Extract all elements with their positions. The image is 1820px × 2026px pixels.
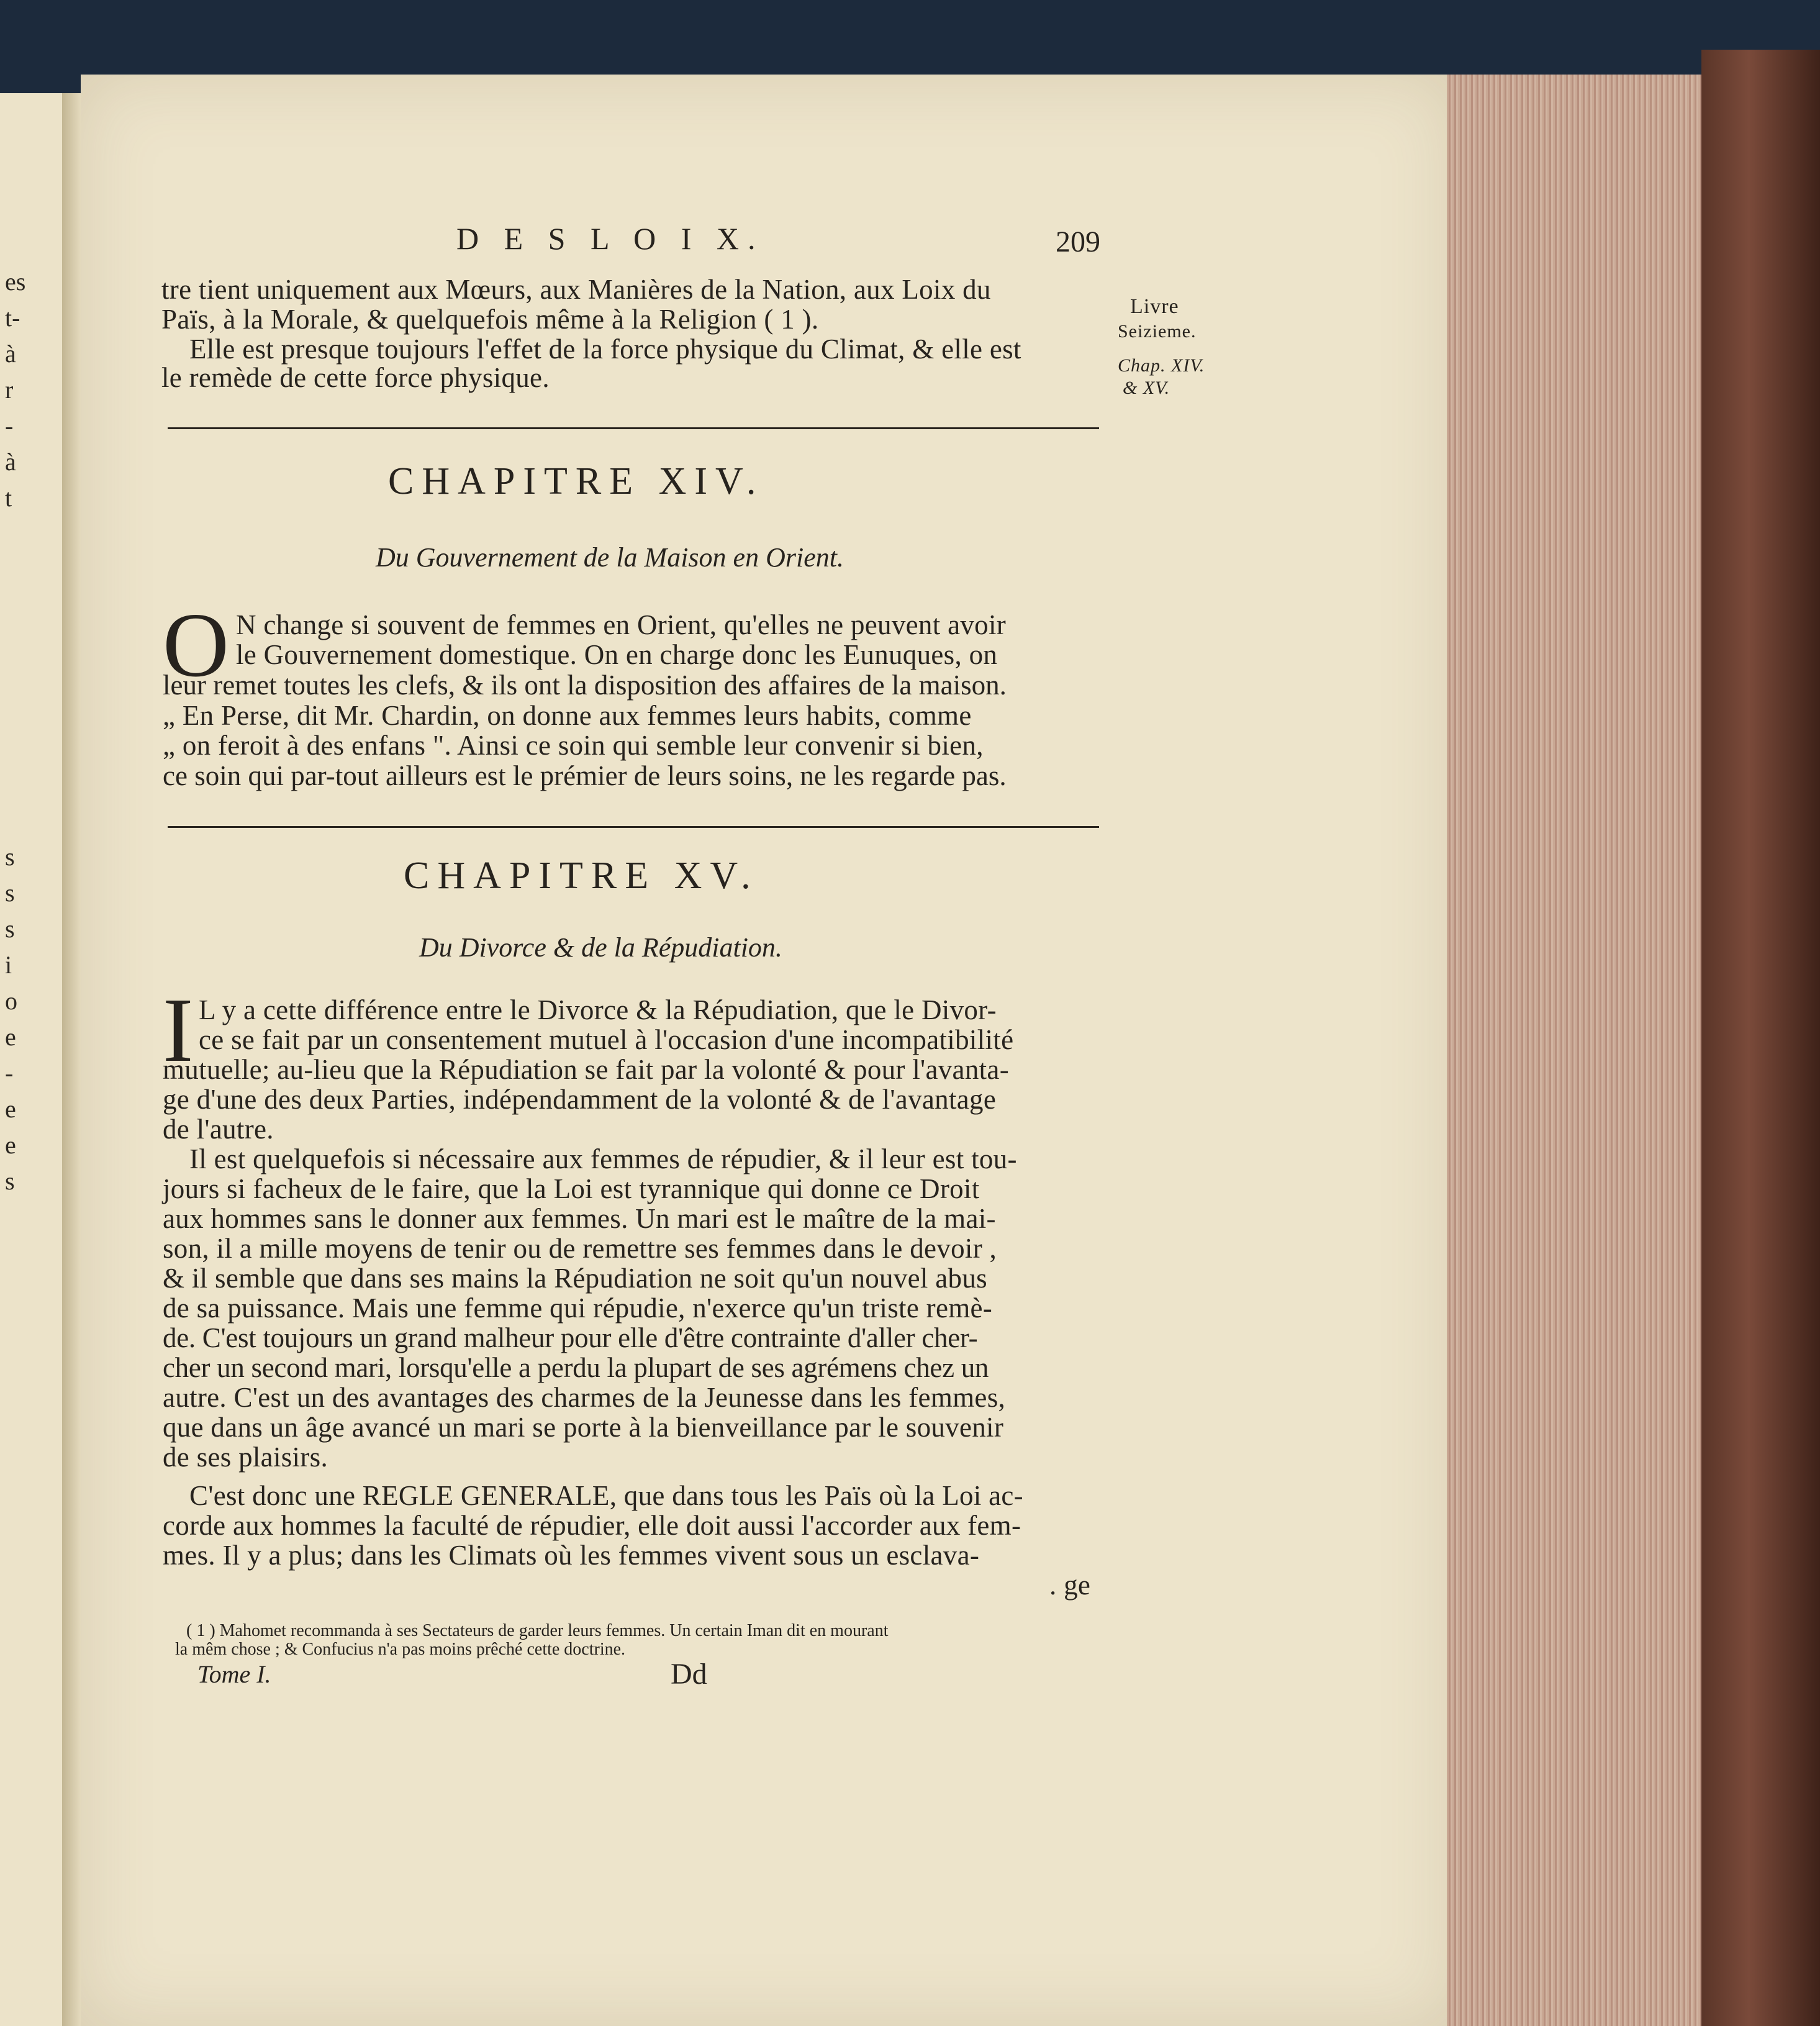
left-page-fragment: s	[5, 843, 15, 871]
chapter-14-drop-cap: O	[163, 594, 229, 696]
left-page-fragment: t-	[5, 304, 20, 332]
chapter-15-line: de. C'est toujours un grand malheur pour elle d'être contrainte d'aller cher-	[163, 1322, 978, 1353]
intro-line: tre tient uniquement aux Mœurs, aux Manières de la Nation, aux Loix du	[161, 274, 991, 305]
left-page-fragment: e	[5, 1023, 16, 1051]
signature-mark: Dd	[671, 1658, 707, 1691]
chapter-15-line: C'est donc une REGLE GENERALE, que dans tous les Païs où la Loi ac-	[189, 1480, 1023, 1511]
tome-label: Tome I.	[197, 1660, 271, 1688]
chapter-14-line: „ En Perse, dit Mr. Chardin, on donne aux femmes leurs habits, comme	[163, 700, 972, 731]
left-page-fragment: i	[5, 951, 12, 979]
left-page-fragment: o	[5, 987, 17, 1015]
chapter-15-subtitle: Du Divorce & de la Répudiation.	[419, 932, 782, 963]
intro-line: le remède de cette force physique.	[161, 362, 550, 393]
chapter-15-title: CHAPITRE XV.	[404, 855, 759, 897]
left-page-letters	[5, 264, 55, 1199]
chapter-15-line: Il est quelquefois si nécessaire aux femmes de répudier, & il leur est tou-	[189, 1143, 1017, 1174]
footnote-line: ( 1 ) Mahomet recommanda à ses Sectateurs de garder leurs femmes. Un certain Iman dit en mourant	[186, 1621, 889, 1640]
left-page-fragment: e	[5, 1095, 16, 1123]
chapter-14-line: N change si souvent de femmes en Orient, qu'elles ne peuvent avoir	[236, 609, 1007, 640]
left-page-fragment: r	[5, 376, 14, 404]
chapter-15-line: de l'autre.	[163, 1114, 274, 1145]
chapter-14-line: le Gouvernement domestique. On en charge donc les Eunuques, on	[236, 639, 998, 670]
left-page-fragment: à	[5, 448, 16, 476]
chapter-15-drop-cap: I	[163, 979, 194, 1081]
chapter-15-line: ce se fait par un consentement mutuel à l'occasion d'une incompatibilité	[199, 1024, 1014, 1055]
margin-chapters-2: & XV.	[1123, 378, 1170, 398]
left-page-fragment: à	[5, 340, 16, 368]
chapter-15-line: corde aux hommes la faculté de répudier, elle doit aussi l'accorder aux fem-	[163, 1510, 1021, 1541]
left-page-fragment: s	[5, 879, 15, 907]
chapter-15-line: ge d'une des deux Parties, indépendamment de la volonté & de l'avantage	[163, 1084, 997, 1115]
margin-book: Livre	[1130, 295, 1179, 318]
chapter-15-line: & il semble que dans ses mains la Répudiation ne soit qu'un nouvel abus	[163, 1263, 987, 1294]
chapter-15-line: jours si facheux de le faire, que la Loi est tyrannique qui donne ce Droit	[163, 1173, 980, 1204]
left-page-fragment: e	[5, 1131, 16, 1159]
rule-middle	[168, 826, 1099, 828]
chapter-15-line: son, il a mille moyens de tenir ou de remettre ses femmes dans le devoir ,	[163, 1233, 997, 1264]
left-page-fragment: -	[5, 1059, 14, 1087]
left-page-fragment: s	[5, 915, 15, 943]
margin-chapters: Chap. XIV.	[1118, 355, 1205, 376]
chapter-15-line: de ses plaisirs.	[163, 1442, 328, 1473]
rule-top	[168, 427, 1099, 429]
page-block-edge	[1447, 75, 1708, 2026]
chapter-15-line: mes. Il y a plus; dans les Climats où les femmes vivent sous un esclava-	[163, 1540, 980, 1571]
left-page-fragment: -	[5, 412, 14, 440]
left-page-fragment: t	[5, 484, 12, 512]
chapter-15-line: cher un second mari, lorsqu'elle a perdu la plupart de ses agrémens chez un	[163, 1352, 989, 1383]
page-number: 209	[1056, 225, 1100, 258]
chapter-15-line: L y a cette différence entre le Divorce & la Répudiation, que le Divor-	[199, 994, 997, 1025]
chapter-14-line: „ on feroit à des enfans ". Ainsi ce soin qui semble leur convenir si bien,	[163, 730, 984, 761]
margin-book-number: Seizieme.	[1118, 321, 1197, 342]
catchword: . ge	[1049, 1569, 1091, 1601]
chapter-14-line: leur remet toutes les clefs, & ils ont la disposition des affaires de la maison.	[163, 670, 1007, 701]
running-title: D E S L O I X.	[456, 221, 764, 256]
chapter-14-line: ce soin qui par-tout ailleurs est le prémier de leurs soins, ne les regarde pas.	[163, 760, 1007, 791]
chapter-14-subtitle: Du Gouvernement de la Maison en Orient.	[376, 542, 844, 573]
intro-line: Païs, à la Morale, & quelquefois même à la Religion ( 1 ).	[161, 304, 819, 335]
chapter-15-line: de sa puissance. Mais une femme qui répudie, n'exerce qu'un triste remè-	[163, 1292, 993, 1324]
footnote-line: la mêm chose ; & Confucius n'a pas moins prêché cette doctrine.	[175, 1640, 626, 1659]
chapter-15-line: autre. C'est un des avantages des charmes de la Jeunesse dans les femmes,	[163, 1382, 1006, 1413]
intro-line: Elle est presque toujours l'effet de la force physique du Climat, & elle est	[189, 334, 1021, 365]
chapter-15-line: que dans un âge avancé un mari se porte à la bienveillance par le souvenir	[163, 1412, 1004, 1443]
chapter-14-title: CHAPITRE XIV.	[388, 460, 764, 502]
chapter-15-line: mutuelle; au-lieu que la Répudiation se fait par la volonté & pour l'avanta-	[163, 1054, 1009, 1085]
left-page-fragment: s	[5, 1167, 15, 1195]
chapter-15-line: aux hommes sans le donner aux femmes. Un mari est le maître de la mai-	[163, 1203, 996, 1234]
leather-binding	[1701, 50, 1820, 2026]
left-page-fragment: es	[5, 268, 26, 296]
